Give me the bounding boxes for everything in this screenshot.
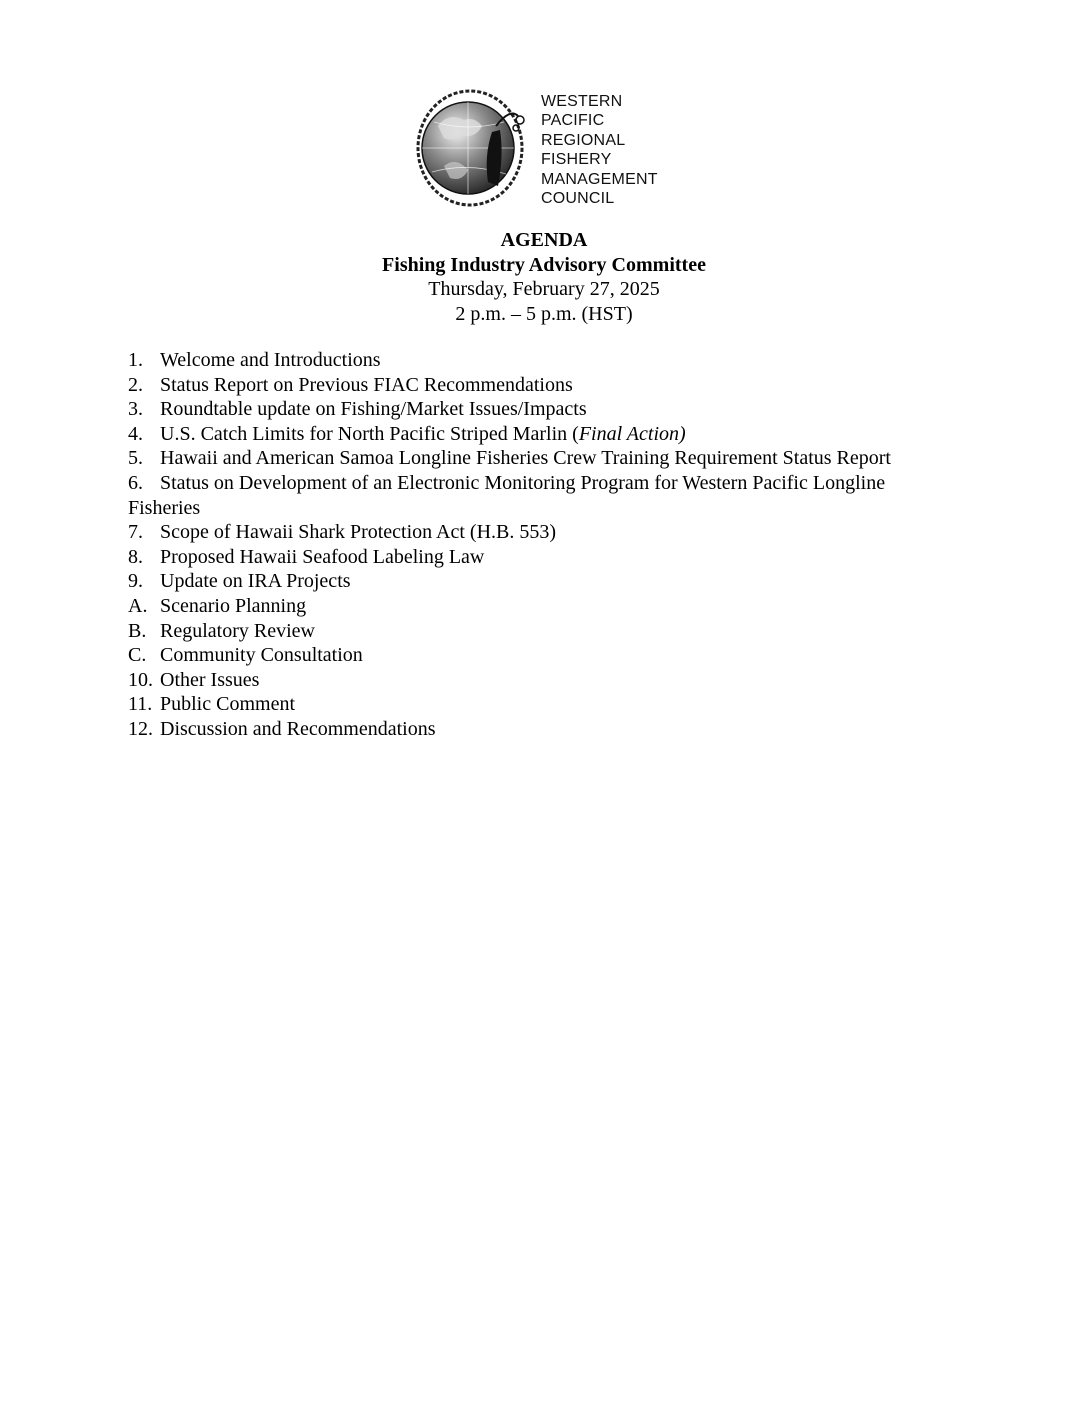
item-number: C. [128,644,147,667]
meeting-time: 2 p.m. – 5 p.m. (HST) [455,303,633,325]
item-number: 4. [128,422,143,445]
agenda-item [128,643,968,668]
agenda-item [128,373,968,398]
item-text: Regulatory Review [160,619,315,642]
agenda-list [128,348,968,742]
agenda-item [128,446,968,471]
item-text-italic: Final Action) [578,422,686,445]
item-text: Proposed Hawaii Seafood Labeling Law [160,545,485,568]
meeting-date: Thursday, February 27, 2025 [428,278,660,300]
item-number: 5. [128,447,143,470]
item-text: U.S. Catch Limits for North Pacific Striped Marlin ( [160,422,579,445]
item-number: 12. [128,717,153,740]
item-text: Discussion and Recommendations [160,717,436,740]
item-text: Public Comment [160,693,295,716]
item-text: Scenario Planning [160,594,307,617]
item-text: Hawaii and American Samoa Longline Fisheries Crew Training Requirement Status Report [160,447,891,470]
item-number: B. [128,619,147,642]
item-number: 1. [128,349,143,371]
logo-line: REGIONAL [541,131,626,149]
logo-line: MANAGEMENT [541,170,658,188]
item-text: Update on IRA Projects [160,570,351,593]
agenda-item [128,692,968,717]
agenda-item [128,717,968,742]
agenda-item [128,348,968,373]
item-text: Status on Development of an Electronic Monitoring Program for Western Pacific Longline [160,471,886,494]
item-text: Community Consultation [160,644,363,667]
council-name [541,92,658,208]
item-text: Status Report on Previous FIAC Recommendations [160,373,573,396]
agenda-item [128,668,968,693]
agenda-item [128,594,968,619]
item-text: Scope of Hawaii Shark Protection Act (H.B. 553) [160,521,557,544]
agenda-item [128,520,968,545]
item-text: Other Issues [160,668,260,691]
agenda-item [128,422,968,447]
item-number: 10. [128,668,153,691]
logo-line: WESTERN [541,93,623,110]
item-number: 8. [128,545,143,568]
agenda-item [128,397,968,422]
agenda-item-continuation [128,496,968,521]
committee-name: Fishing Industry Advisory Committee [382,254,706,276]
agenda-title: AGENDA [500,229,588,251]
item-number: 6. [128,471,143,494]
item-number: 7. [128,521,143,544]
item-number: A. [128,594,148,617]
item-number: 11. [128,693,153,716]
item-number: 9. [128,570,143,593]
item-text: Welcome and Introductions [160,349,381,371]
item-text-continuation: Fisheries [128,496,201,519]
agenda-item [128,471,968,496]
item-text: Roundtable update on Fishing/Market Issues/Impacts [160,398,587,421]
agenda-item [128,619,968,644]
logo-line: COUNCIL [541,190,615,208]
item-number: 3. [128,398,143,421]
council-logo [414,86,684,210]
globe-fisherman-icon [414,86,540,210]
logo-line: PACIFIC [541,112,605,130]
agenda-item [128,545,968,570]
logo-line: FISHERY [541,151,612,169]
item-number: 2. [128,373,143,396]
agenda-item [128,569,968,594]
